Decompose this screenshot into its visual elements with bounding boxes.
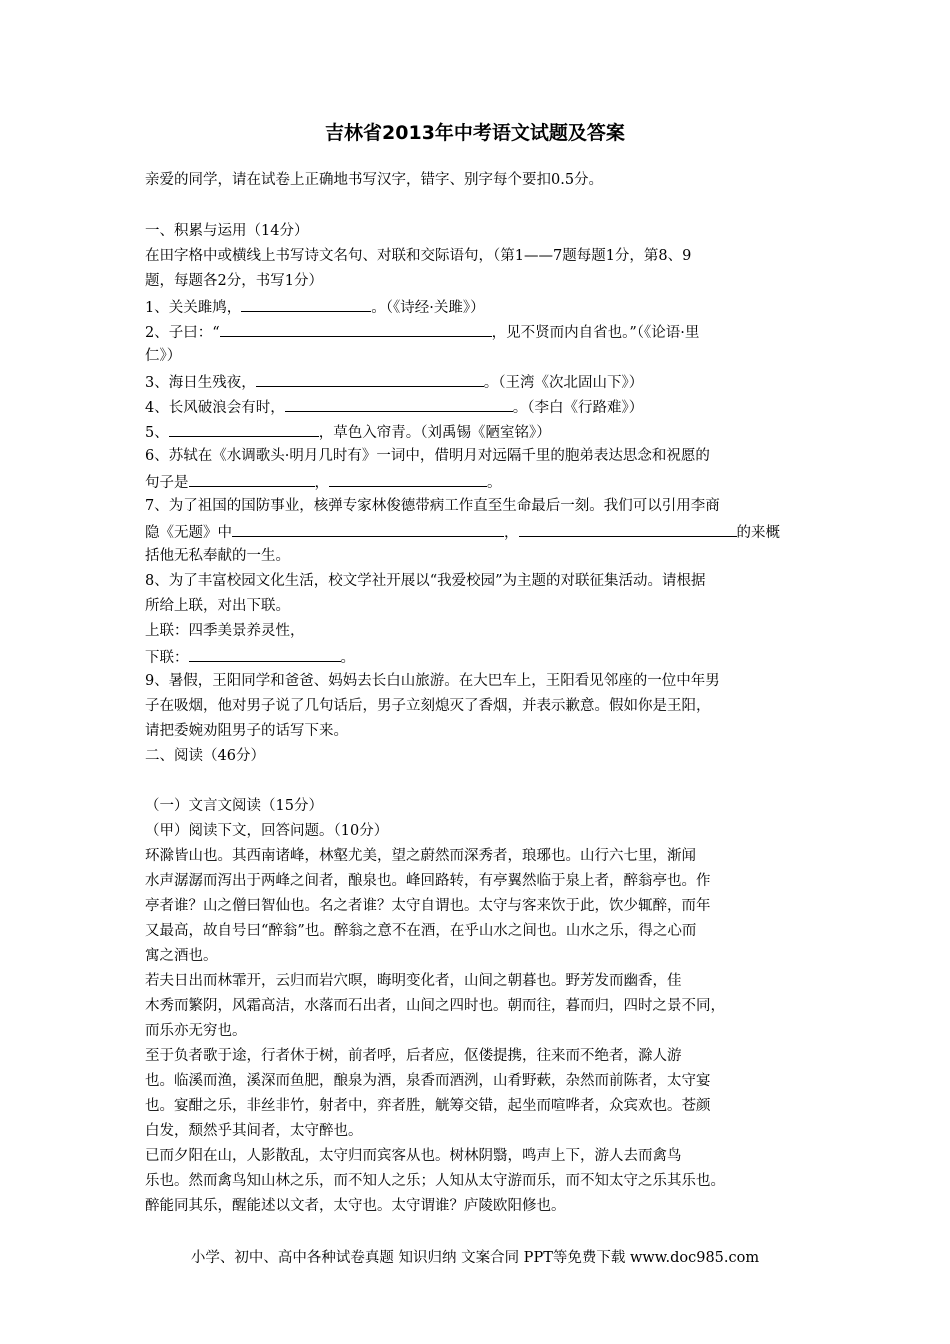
question-4 [145, 396, 815, 418]
passage-line: 寓之酒也。 [145, 948, 218, 964]
page-footer: 小学、初中、高中各种试卷真题 知识归纳 文案合同 PPT等免费下载 www.doc985.com [190, 1250, 760, 1266]
passage-line: 环滁皆山也。其西南诸峰，林壑尤美，望之蔚然而深秀者，琅琊也。山行六七里，渐闻 [145, 848, 696, 864]
question-6: 6、苏轼在《水调歌头·明月几时有》一词中，借明月对远隔千里的胞弟表达思念和祝愿的 [145, 448, 710, 464]
passage-line: 也。宴酣之乐，非丝非竹，射者中，弈者胜，觥筹交错，起坐而喧哗者，众宾欢也。苍颜 [145, 1098, 711, 1114]
question-text: ，见不贤而内自省也。”（《论语·里 [491, 325, 700, 341]
instruction-line: 在田字格中或横线上书写诗文名句、对联和交际语句，（第1——7题每题1分，第8、9 [145, 248, 692, 264]
question-text: 所给上联，对出下联。 [145, 598, 290, 614]
subsection-heading: （一）文言文阅读（15分） [145, 798, 323, 814]
question-7-answer [145, 521, 815, 543]
passage-line: 亭者谁？山之僧曰智仙也。名之者谁？太守自谓也。太守与客来饮于此，饮少辄醉，而年 [145, 898, 711, 914]
question-9: 9、暑假，王阳同学和爸爸、妈妈去长白山旅游。在大巴车上，王阳看见邻座的一位中年男 [145, 673, 720, 689]
question-text: 5、 [145, 425, 169, 441]
passage-line: 乐也。然而禽鸟知山林之乐，而不知人之乐；人知从太守游而乐，而不知太守之乐其乐也。 [145, 1173, 725, 1189]
question-text: 句子是 [145, 475, 189, 491]
answer-blank[interactable] [220, 321, 492, 337]
answer-blank[interactable] [285, 396, 513, 412]
passage-line: 而乐亦无穷也。 [145, 1023, 247, 1039]
passage-line: 又最高，故自号曰“醉翁”也。醉翁之意不在酒，在乎山水之间也。山水之乐，得之心而 [145, 923, 697, 939]
answer-blank[interactable] [329, 471, 487, 487]
passage-line: 木秀而繁阴，风霜高洁，水落而石出者，山间之四时也。朝而往，暮而归，四时之景不同， [145, 998, 725, 1014]
question-text: 下联： [145, 650, 189, 666]
section1-heading: 一、积累与运用（14分） [145, 223, 309, 239]
question-text: ，草色入帘青。（刘禹锡《陋室铭》） [318, 425, 551, 441]
question-3 [145, 371, 815, 393]
question-8: 8、为了丰富校园文化生活，校文学社开展以“我爱校园”为主题的对联征集活动。请根据 [145, 573, 706, 589]
passage-line: 白发，颓然乎其间者，太守醉也。 [145, 1123, 363, 1139]
question-text: 括他无私奉献的一生。 [145, 548, 290, 564]
question-text: 请把委婉劝阻男子的话写下来。 [145, 723, 348, 739]
question-text: 3、海日生残夜， [145, 375, 256, 391]
upper-couplet: 上联：四季美景养灵性， [145, 623, 305, 639]
question-text: 。（王湾《次北固山下》） [483, 375, 644, 391]
question-text: 子在吸烟，他对男子说了几句话后，男子立刻熄灭了香烟，并表示歉意。假如你是王阳， [145, 698, 711, 714]
passage-line: 水声潺潺而泻出于两峰之间者，酿泉也。峰回路转，有亭翼然临于泉上者，醉翁亭也。作 [145, 873, 711, 889]
intro-text: 亲爱的同学，请在试卷上正确地书写汉字，错字、别字每个要扣0.5分。 [145, 172, 604, 188]
answer-blank[interactable] [189, 646, 341, 662]
answer-blank[interactable] [241, 296, 371, 312]
passage-line: 也。临溪而渔，溪深而鱼肥，酿泉为酒，泉香而酒洌，山肴野蔌，杂然而前陈者，太守宴 [145, 1073, 711, 1089]
question-7: 7、为了祖国的国防事业，核弹专家林俊德带病工作直至生命最后一刻。我们可以引用李商 [145, 498, 720, 514]
question-text: 隐《无题》中 [145, 525, 232, 541]
lower-couplet [145, 646, 815, 668]
passage-line: 醉能同其乐，醒能述以文者，太守也。太守谓谁？庐陵欧阳修也。 [145, 1198, 566, 1214]
question-2 [145, 321, 815, 343]
question-text: 4、长风破浪会有时， [145, 400, 285, 416]
question-text: 。 [487, 475, 502, 491]
question-text: 1、关关雎鸠， [145, 300, 242, 316]
question-text: 2、子曰：“ [145, 325, 220, 341]
question-text: 。（《诗经·关雎》） [371, 300, 485, 316]
question-1 [145, 296, 815, 318]
question-text: 仁》） [145, 348, 182, 364]
passage-line: 若夫日出而林霏开，云归而岩穴暝，晦明变化者，山间之朝暮也。野芳发而幽香，佳 [145, 973, 682, 989]
answer-blank[interactable] [189, 471, 315, 487]
question-text: ， [314, 475, 329, 491]
question-text: 的来概 [736, 525, 780, 541]
page-title: 吉林省2013年中考语文试题及答案 [325, 122, 625, 144]
answer-blank[interactable] [256, 371, 484, 387]
answer-blank[interactable] [519, 521, 737, 537]
passage-line: 已而夕阳在山，人影散乱，太守归而宾客从也。树林阴翳，鸣声上下，游人去而禽鸟 [145, 1148, 682, 1164]
answer-blank[interactable] [169, 421, 319, 437]
question-6-answer [145, 471, 815, 493]
subsection-heading: （甲）阅读下文，回答问题。（10分） [145, 823, 389, 839]
passage-line: 至于负者歌于途，行者休于树，前者呼，后者应，伛偻提携，往来而不绝者，滁人游 [145, 1048, 682, 1064]
instruction-line: 题，每题各2分，书写1分） [145, 273, 323, 289]
section2-heading: 二、阅读（46分） [145, 748, 265, 764]
question-text: 。 [340, 650, 355, 666]
question-text: ， [504, 525, 519, 541]
question-text: 。（李白《行路难》） [512, 400, 644, 416]
answer-blank[interactable] [232, 521, 504, 537]
question-5 [145, 421, 815, 443]
